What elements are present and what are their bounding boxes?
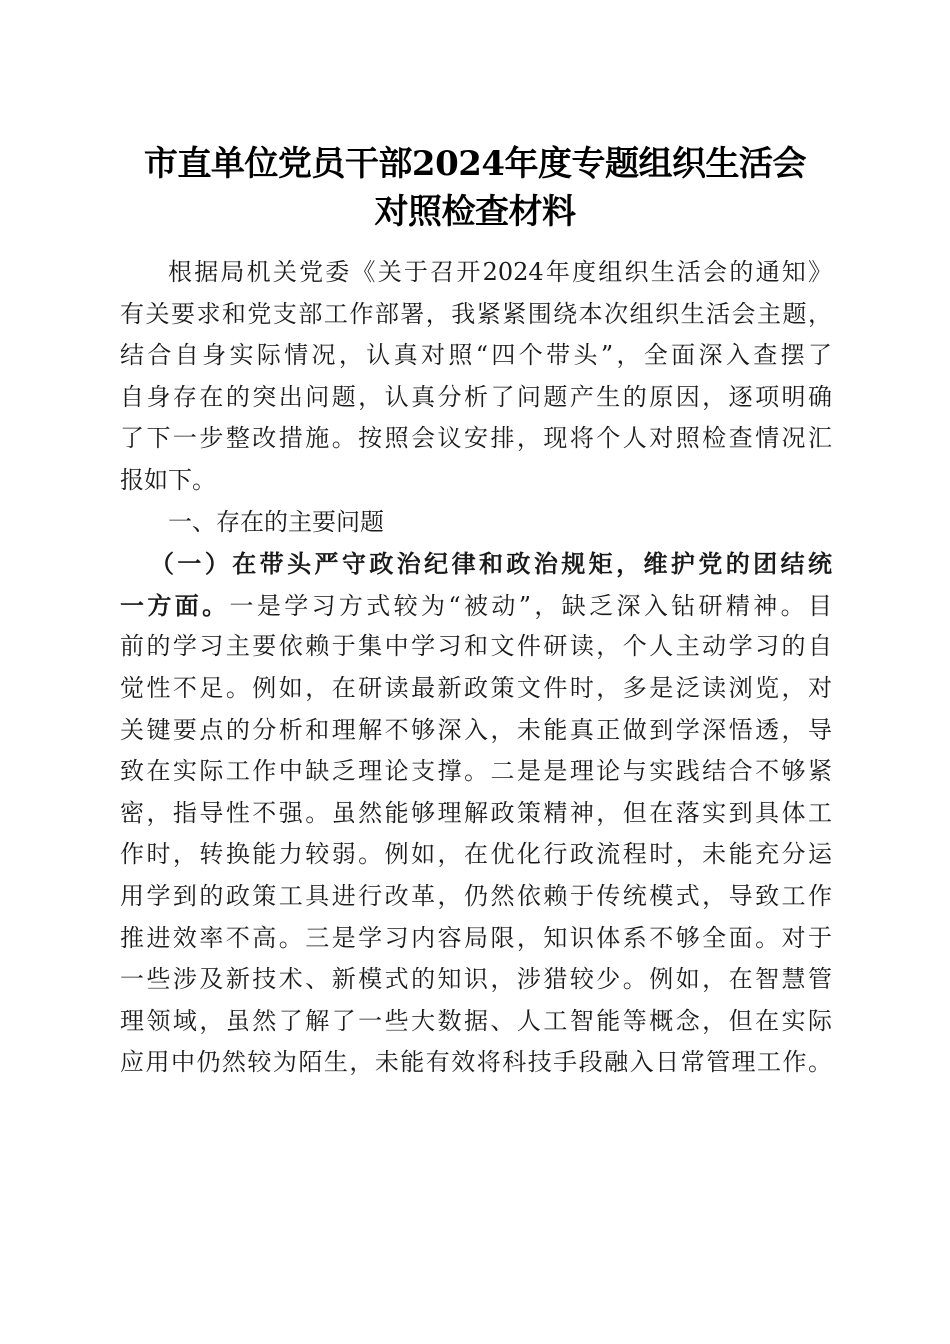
title-line-2: 对照检查材料 [374, 192, 576, 232]
subsection-1-heading-end: 一方面。 [120, 590, 230, 620]
document-title [0, 140, 950, 236]
paragraph-line: 自身存在的突出问题，认真分析了问题产生的原因，逐项明确 [120, 382, 832, 411]
paragraph-line: 有关要求和党支部工作部署，我紧紧围绕本次组织生活会主题， [120, 299, 832, 328]
document-body [120, 252, 832, 1084]
paragraph-line: 推进效率不高。三是学习内容局限，知识体系不够全面。对于 [120, 923, 832, 952]
paragraph-line: 一些涉及新技术、新模式的知识，涉猎较少。例如，在智慧管 [120, 965, 832, 994]
paragraph-line: 应用中仍然较为陌生，未能有效将科技手段融入日常管理工作。 [120, 1048, 832, 1077]
paragraph-line: 理领域，虽然了解了一些大数据、人工智能等概念，但在实际 [120, 1006, 832, 1035]
paragraph-line: 觉性不足。例如，在研读最新政策文件时，多是泛读浏览，对 [120, 673, 832, 702]
paragraph-line: 结合自身实际情况，认真对照“四个带头”，全面深入查摆了 [120, 341, 832, 370]
paragraph-line: 密，指导性不强。虽然能够理解政策精神，但在落实到具体工 [120, 798, 832, 827]
paragraph-line: 作时，转换能力较弱。例如，在优化行政流程时，未能充分运 [120, 840, 832, 869]
subsection-1-paragraph [120, 543, 832, 1084]
paragraph-text: 一是学习方式较为“被动”，缺乏深入钻研精神。目 [229, 591, 833, 620]
paragraph-line: 用学到的政策工具进行改革，仍然依赖于传统模式，导致工作 [120, 881, 832, 910]
section-heading-main-problems: 一、存在的主要问题 [168, 507, 384, 536]
subsection-1-heading: （一）在带头严守政治纪律和政治规矩，维护党的团结统 [150, 549, 832, 579]
paragraph-line: 致在实际工作中缺乏理论支撑。二是是理论与实践结合不够紧 [120, 757, 832, 786]
intro-paragraph [120, 252, 832, 502]
paragraph-line: 了下一步整改措施。按照会议安排，现将个人对照检查情况汇 [120, 424, 832, 453]
title-line-1: 市直单位党员干部2024年度专题组织生活会 [143, 144, 807, 184]
paragraph-line [120, 585, 832, 627]
paragraph-line: 根据局机关党委《关于召开2024年度组织生活会的通知》 [168, 258, 832, 286]
paragraph-line: 报如下。 [120, 465, 216, 494]
paragraph-line: 关键要点的分析和理解不够深入，未能真正做到学深悟透，导 [120, 715, 832, 744]
paragraph-line: 前的学习主要依赖于集中学习和文件研读，个人主动学习的自 [120, 632, 832, 661]
